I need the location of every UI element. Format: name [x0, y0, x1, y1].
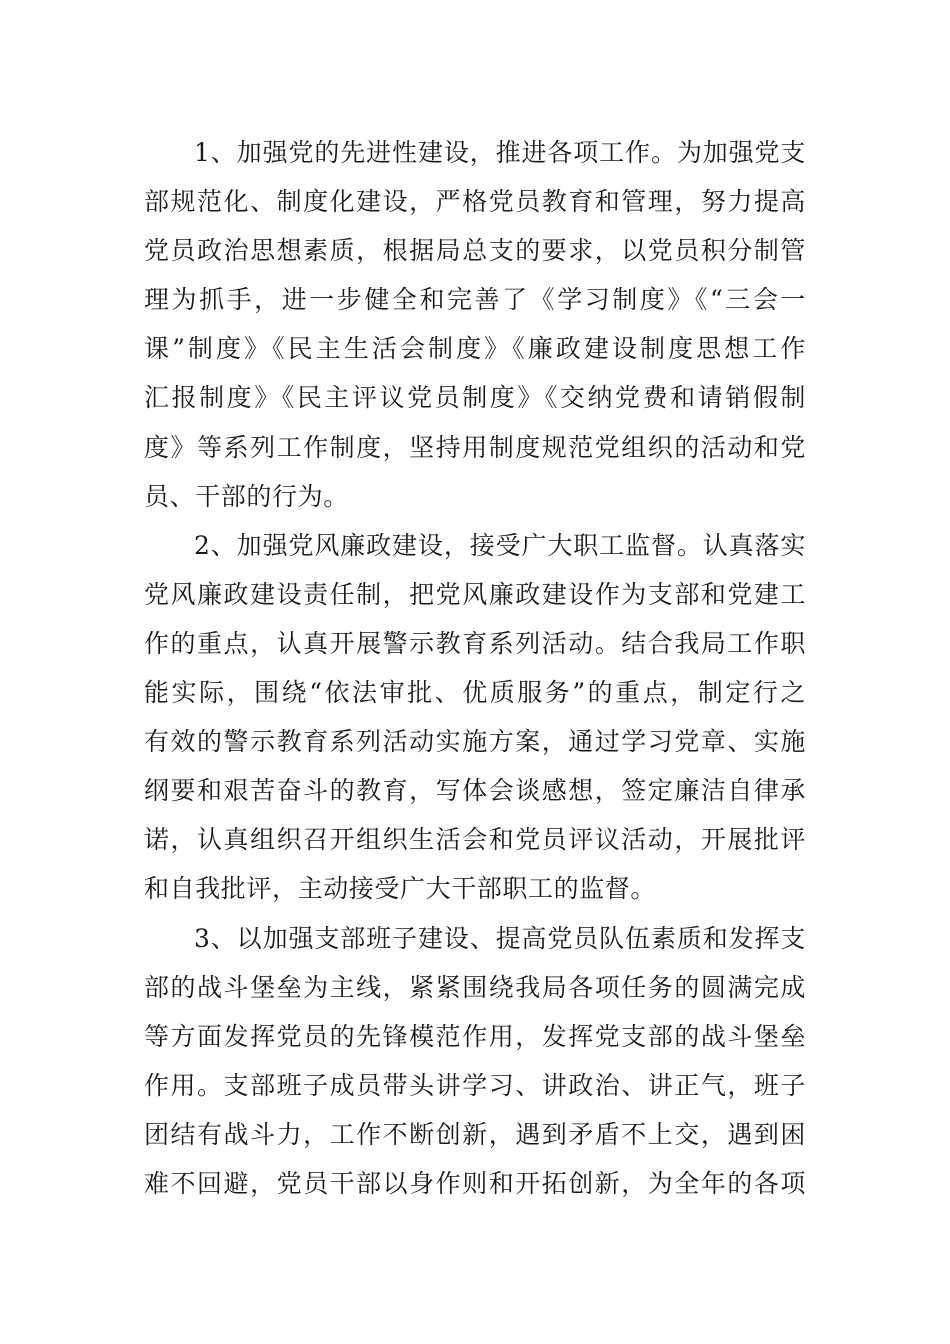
text-line: 和自我批评，主动接受广大干部职工的监督。 — [144, 874, 657, 904]
text-line: 员、干部的行为。 — [144, 481, 349, 511]
text-line: 诺，认真组织召开组织生活会和党员评议活动，开展批评 — [144, 825, 806, 855]
text-line: 等方面发挥党员的先锋模范作用，发挥党支部的战斗堡垒 — [144, 1021, 806, 1051]
text-line: 汇报制度》《民主评议党员制度》《交纳党费和请销假制 — [144, 383, 806, 413]
text-line: 部规范化、制度化建设，严格党员教育和管理，努力提高 — [144, 187, 806, 217]
paragraph-3 — [144, 914, 806, 1209]
text-line: 度》等系列工作制度，坚持用制度规范党组织的活动和党 — [144, 432, 806, 462]
text-line: 课”制度》《民主生活会制度》《廉政建设制度思想工作 — [144, 334, 806, 364]
paragraph-2 — [144, 521, 806, 914]
text-line: 纲要和艰苦奋斗的教育，写体会谈感想，签定廉洁自律承 — [144, 776, 806, 806]
text-line: 作的重点，认真开展警示教育系列活动。结合我局工作职 — [144, 628, 806, 658]
text-line: 1、加强党的先进性建设，推进各项工作。为加强党支 — [194, 138, 806, 167]
paragraph-1 — [144, 128, 806, 521]
text-line: 理为抓手，进一步健全和完善了《学习制度》《“三会一 — [144, 285, 806, 315]
text-line: 部的战斗堡垒为主线，紧紧围绕我局各项任务的圆满完成 — [144, 972, 806, 1002]
text-line: 党员政治思想素质，根据局总支的要求，以党员积分制管 — [144, 236, 806, 266]
text-line: 团结有战斗力，工作不断创新，遇到矛盾不上交，遇到困 — [144, 1119, 806, 1149]
text-line: 3、以加强支部班子建设、提高党员队伍素质和发挥支 — [194, 923, 806, 953]
text-line: 党风廉政建设责任制，把党风廉政建设作为支部和党建工 — [144, 579, 806, 609]
text-line: 能实际，围绕“依法审批、优质服务”的重点，制定行之 — [144, 678, 806, 708]
text-line: 作用。支部班子成员带头讲学习、讲政治、讲正气，班子 — [144, 1070, 806, 1100]
text-line: 2、加强党风廉政建设，接受广大职工监督。认真落实 — [194, 530, 806, 560]
document-body — [144, 128, 806, 1208]
text-line: 有效的警示教育系列活动实施方案，通过学习党章、实施 — [144, 727, 806, 757]
text-line: 难不回避，党员干部以身作则和开拓创新，为全年的各项 — [144, 1168, 806, 1198]
